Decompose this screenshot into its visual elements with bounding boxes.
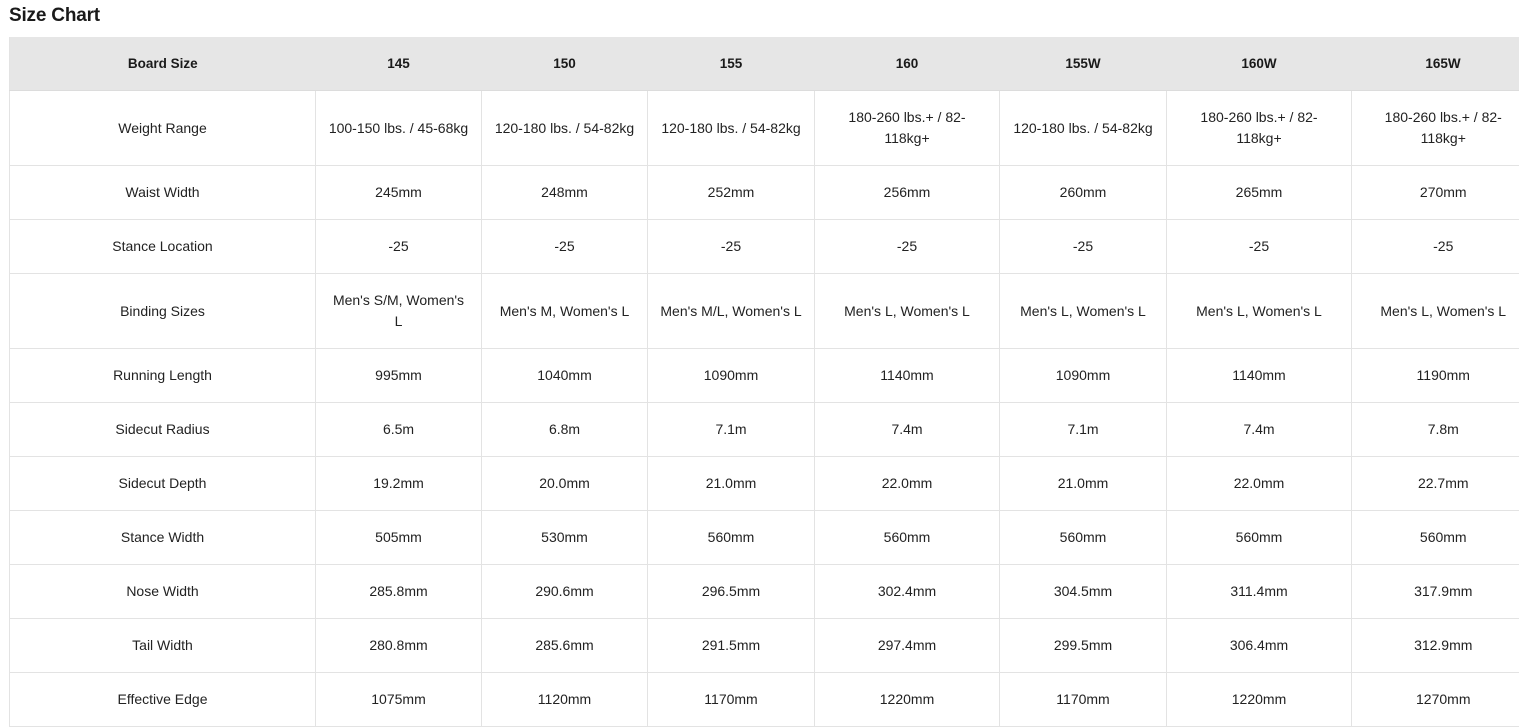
table-cell: 1170mm <box>1000 673 1167 727</box>
table-cell: 312.9mm <box>1352 619 1519 673</box>
table-cell: 530mm <box>482 511 648 565</box>
row-label: Tail Width <box>10 619 316 673</box>
table-cell: 1220mm <box>815 673 1000 727</box>
table-cell: 245mm <box>316 166 482 220</box>
table-row <box>10 166 1519 220</box>
table-cell: -25 <box>1167 220 1352 274</box>
table-cell: 100-150 lbs. / 45-68kg <box>316 91 482 166</box>
row-label: Binding Sizes <box>10 274 316 349</box>
table-cell: 560mm <box>815 511 1000 565</box>
table-cell: 560mm <box>1000 511 1167 565</box>
column-header: 165W <box>1352 37 1519 91</box>
table-row <box>10 220 1519 274</box>
table-cell: -25 <box>1000 220 1167 274</box>
row-label: Stance Location <box>10 220 316 274</box>
table-cell: 306.4mm <box>1167 619 1352 673</box>
table-cell: 20.0mm <box>482 457 648 511</box>
column-header: 150 <box>482 37 648 91</box>
table-row <box>10 619 1519 673</box>
column-header: 145 <box>316 37 482 91</box>
table-row <box>10 91 1519 166</box>
table-cell: 285.6mm <box>482 619 648 673</box>
table-cell: 560mm <box>1352 511 1519 565</box>
table-cell: 995mm <box>316 349 482 403</box>
table-cell: 256mm <box>815 166 1000 220</box>
row-label: Nose Width <box>10 565 316 619</box>
table-cell: 1170mm <box>648 673 815 727</box>
table-cell: 22.7mm <box>1352 457 1519 511</box>
table-row <box>10 349 1519 403</box>
table-cell: -25 <box>648 220 815 274</box>
table-row <box>10 565 1519 619</box>
table-cell: 1190mm <box>1352 349 1519 403</box>
table-cell: 7.4m <box>1167 403 1352 457</box>
table-cell: 252mm <box>648 166 815 220</box>
table-cell: 297.4mm <box>815 619 1000 673</box>
row-label: Sidecut Depth <box>10 457 316 511</box>
table-row <box>10 274 1519 349</box>
size-chart-table <box>9 37 1519 727</box>
table-cell: 311.4mm <box>1167 565 1352 619</box>
table-cell: 290.6mm <box>482 565 648 619</box>
table-cell: 120-180 lbs. / 54-82kg <box>648 91 815 166</box>
column-header: Board Size <box>10 37 316 91</box>
table-row <box>10 673 1519 727</box>
table-cell: 299.5mm <box>1000 619 1167 673</box>
size-chart-table-container <box>9 37 1519 727</box>
table-cell: 317.9mm <box>1352 565 1519 619</box>
table-cell: 21.0mm <box>1000 457 1167 511</box>
table-cell: 180-260 lbs.+ / 82-118kg+ <box>815 91 1000 166</box>
table-cell: 560mm <box>648 511 815 565</box>
table-cell: -25 <box>316 220 482 274</box>
table-cell: 22.0mm <box>1167 457 1352 511</box>
row-label: Effective Edge <box>10 673 316 727</box>
table-cell: 7.1m <box>648 403 815 457</box>
table-cell: 1140mm <box>815 349 1000 403</box>
table-cell: 285.8mm <box>316 565 482 619</box>
table-cell: Men's L, Women's L <box>1167 274 1352 349</box>
table-cell: Men's L, Women's L <box>1352 274 1519 349</box>
row-label: Waist Width <box>10 166 316 220</box>
table-cell: 296.5mm <box>648 565 815 619</box>
table-cell: 7.4m <box>815 403 1000 457</box>
table-cell: -25 <box>482 220 648 274</box>
table-cell: 120-180 lbs. / 54-82kg <box>482 91 648 166</box>
table-row <box>10 511 1519 565</box>
row-label: Sidecut Radius <box>10 403 316 457</box>
table-cell: 6.8m <box>482 403 648 457</box>
table-cell: Men's L, Women's L <box>815 274 1000 349</box>
table-cell: 19.2mm <box>316 457 482 511</box>
table-cell: Men's M, Women's L <box>482 274 648 349</box>
column-header: 160W <box>1167 37 1352 91</box>
column-header: 155 <box>648 37 815 91</box>
table-cell: 248mm <box>482 166 648 220</box>
table-cell: 7.8m <box>1352 403 1519 457</box>
table-cell: 265mm <box>1167 166 1352 220</box>
table-cell: Men's M/L, Women's L <box>648 274 815 349</box>
table-cell: 1075mm <box>316 673 482 727</box>
table-row <box>10 457 1519 511</box>
table-cell: 22.0mm <box>815 457 1000 511</box>
table-cell: 280.8mm <box>316 619 482 673</box>
page-title: Size Chart <box>9 5 100 26</box>
table-row <box>10 403 1519 457</box>
table-cell: 560mm <box>1167 511 1352 565</box>
table-cell: 7.1m <box>1000 403 1167 457</box>
table-cell: 260mm <box>1000 166 1167 220</box>
table-cell: 1140mm <box>1167 349 1352 403</box>
row-label: Weight Range <box>10 91 316 166</box>
column-header: 155W <box>1000 37 1167 91</box>
table-cell: Men's S/M, Women's L <box>316 274 482 349</box>
table-cell: 270mm <box>1352 166 1519 220</box>
table-cell: 180-260 lbs.+ / 82-118kg+ <box>1352 91 1519 166</box>
table-cell: 1090mm <box>1000 349 1167 403</box>
table-cell: 505mm <box>316 511 482 565</box>
table-cell: 304.5mm <box>1000 565 1167 619</box>
row-label: Running Length <box>10 349 316 403</box>
table-cell: Men's L, Women's L <box>1000 274 1167 349</box>
row-label: Stance Width <box>10 511 316 565</box>
table-cell: -25 <box>1352 220 1519 274</box>
table-cell: 1090mm <box>648 349 815 403</box>
table-cell: 1270mm <box>1352 673 1519 727</box>
table-cell: 1220mm <box>1167 673 1352 727</box>
table-cell: 6.5m <box>316 403 482 457</box>
column-header: 160 <box>815 37 1000 91</box>
table-cell: 21.0mm <box>648 457 815 511</box>
table-cell: 120-180 lbs. / 54-82kg <box>1000 91 1167 166</box>
table-header-row <box>10 37 1519 91</box>
table-cell: -25 <box>815 220 1000 274</box>
table-cell: 1040mm <box>482 349 648 403</box>
table-cell: 1120mm <box>482 673 648 727</box>
table-cell: 302.4mm <box>815 565 1000 619</box>
table-cell: 291.5mm <box>648 619 815 673</box>
table-cell: 180-260 lbs.+ / 82-118kg+ <box>1167 91 1352 166</box>
